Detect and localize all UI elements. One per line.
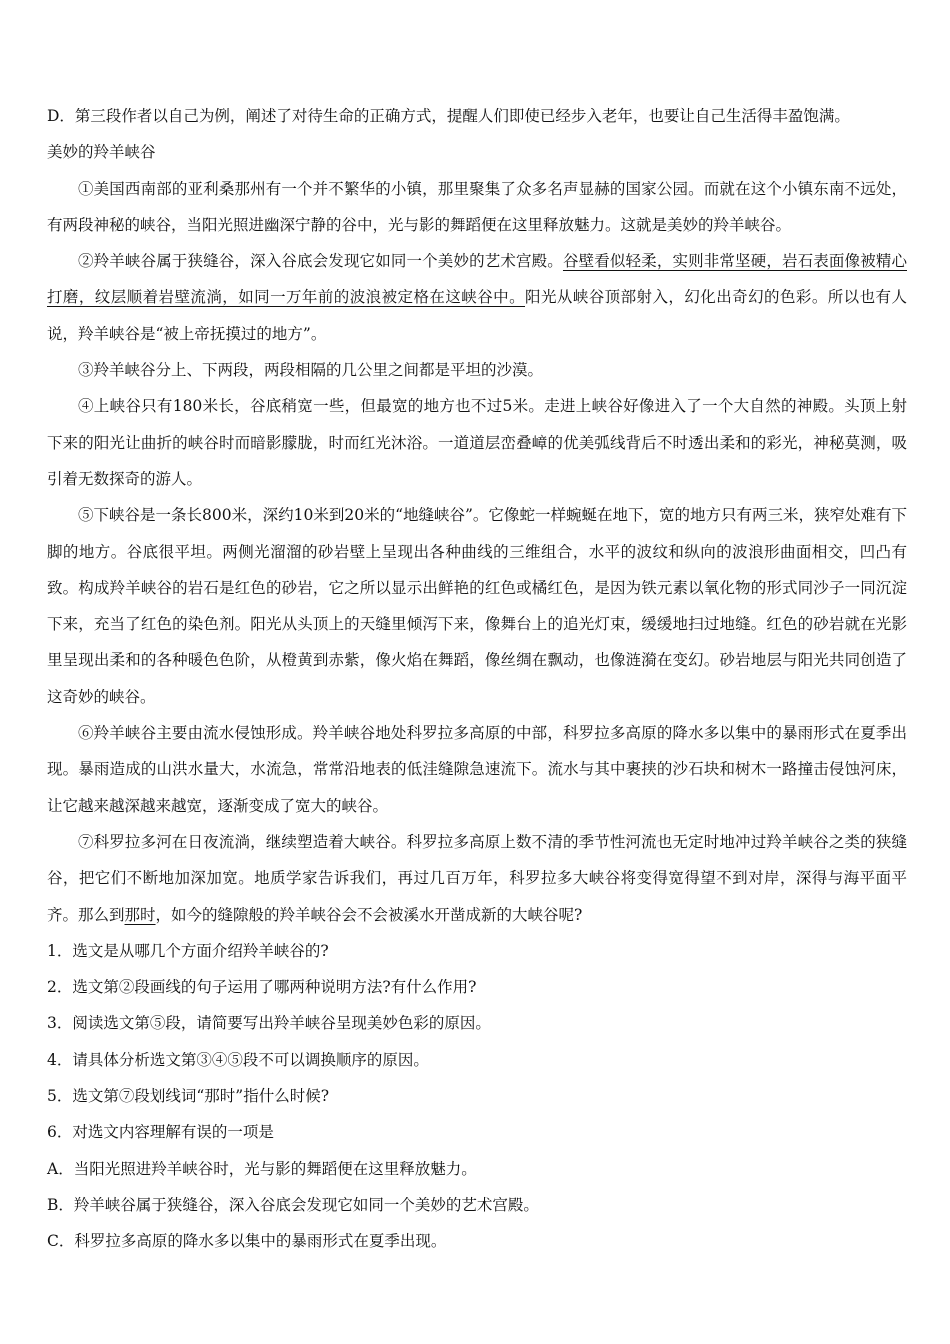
question-1: 1．选文是从哪几个方面介绍羚羊峡谷的? xyxy=(47,941,329,960)
paragraph-7-end: ，如今的缝隙般的羚羊峡谷会不会被溪水开凿成新的大峡谷呢? xyxy=(155,905,583,924)
option-a: A．当阳光照进羚羊峡谷时，光与影的舞蹈便在这里释放魅力。 xyxy=(47,1159,477,1178)
paragraph-7-text: ⑦科罗拉多河在日夜流淌，继续塑造着大峡谷。科罗拉多高原上数不清的季节性河流也无定时地冲过羚羊峡谷之类的狭缝谷，把它们不断地加深加宽。地质学家告诉我们，再过几百万年，科罗拉多大峡谷将变得宽得望不到对岸，深得与海平面平齐。那么到 xyxy=(47,832,907,924)
paragraph-4: ④上峡谷只有180米长，谷底稍宽一些，但最宽的地方也不过5米。走进上峡谷好像进入了一个大自然的神殿。头顶上射下来的阳光让曲折的峡谷时而暗影朦胧，时而红光沐浴。一道道层峦叠嶂的优美弧线背后不时透出柔和的彩光，神秘莫测，吸引着无数探奇的游人。 xyxy=(47,397,907,488)
paragraph-3: ③羚羊峡谷分上、下两段，两段相隔的几公里之间都是平坦的沙漠。 xyxy=(78,361,544,380)
paragraph-1: ①美国西南部的亚利桑那州有一个并不繁华的小镇，那里聚集了众多名声显赫的国家公园。而就在这个小镇东南不远处，有两段神秘的峡谷，当阳光照进幽深宁静的谷中，光与影的舞蹈便在这里释放魅力。这就是美妙的羚羊峡谷。 xyxy=(47,179,907,234)
paragraph-6: ⑥羚羊峡谷主要由流水侵蚀形成。羚羊峡谷地处科罗拉多高原的中部，科罗拉多高原的降水多以集中的暴雨形式在夏季出现。暴雨造成的山洪水量大，水流急，常常沿地表的低洼缝隙急速流下。流水与其中裹挟的沙石块和树木一路撞击侵蚀河床，让它越来越深越来越宽，逐渐变成了宽大的峡谷。 xyxy=(47,724,907,815)
option-b: B．羚羊峡谷属于狭缝谷，深入谷底会发现它如同一个美妙的艺术宫殿。 xyxy=(47,1195,539,1214)
question-5: 5．选文第⑦段划线词“那时”指什么时候? xyxy=(47,1087,330,1106)
paragraph-2-intro: ②羚羊峡谷属于狭缝谷，深入谷底会发现它如同一个美妙的艺术宫殿。 xyxy=(78,252,563,271)
paragraph-2 xyxy=(47,243,907,352)
previous-option-d: D．第三段作者以自己为例，阐述了对待生命的正确方式，提醒人们即使已经步入老年，也要让自己生活得丰盈饱满。 xyxy=(47,107,850,125)
article-title: 美妙的羚羊峡谷 xyxy=(47,143,156,162)
paragraph-7-underlined-word: 那时 xyxy=(124,905,156,924)
question-6: 6．对选文内容理解有误的一项是 xyxy=(47,1123,274,1142)
paragraph-5: ⑤下峡谷是一条长800米，深约10米到20米的“地缝峡谷”。它像蛇一样蜿蜒在地下，宽的地方只有两三米，狭窄处难有下脚的地方。谷底很平坦。两侧光溜溜的砂岩壁上呈现出各种曲线的三维组合，水平的波纹和纵向的波浪形曲面相交，凹凸有致。构成羚羊峡谷的岩石是红色的砂岩，它之所以显示出鲜艳的红色或橘红色，是因为铁元素以氧化物的形式同沙子一同沉淀下来，充当了红色的染色剂。阳光从头顶上的天缝里倾泻下来，像舞台上的追光灯束，缓缓地扫过地缝。红色的砂岩就在光影里呈现出柔和的各种暖色色阶，从橙黄到赤紫，像火焰在舞蹈，像丝绸在飘动，也像涟漪在变幻。砂岩地层与阳光共同创造了这奇妙的峡谷。 xyxy=(47,506,907,706)
question-3: 3．阅读选文第⑤段，请简要写出羚羊峡谷呈现美妙色彩的原因。 xyxy=(47,1014,491,1033)
document-page xyxy=(47,98,907,1260)
question-4: 4．请具体分析选文第③④⑤段不可以调换顺序的原因。 xyxy=(47,1050,429,1069)
paragraph-2-underlined-sentence: 谷壁看似轻柔，实则非常坚硬，岩石表面像被精心打磨，纹层顺着岩壁流淌，如同一万年前的波浪被定格在这峡谷中。 xyxy=(47,252,907,307)
paragraph-2-end: 阳光从峡谷顶部射入，幻化出奇幻的色彩。所以也有人说，羚羊峡谷是“被上帝抚摸过的地方”。 xyxy=(47,288,907,343)
option-c: C．科罗拉多高原的降水多以集中的暴雨形式在夏季出现。 xyxy=(47,1232,447,1251)
paragraph-7 xyxy=(47,824,907,933)
question-2: 2．选文第②段画线的句子运用了哪两种说明方法?有什么作用? xyxy=(47,978,477,997)
